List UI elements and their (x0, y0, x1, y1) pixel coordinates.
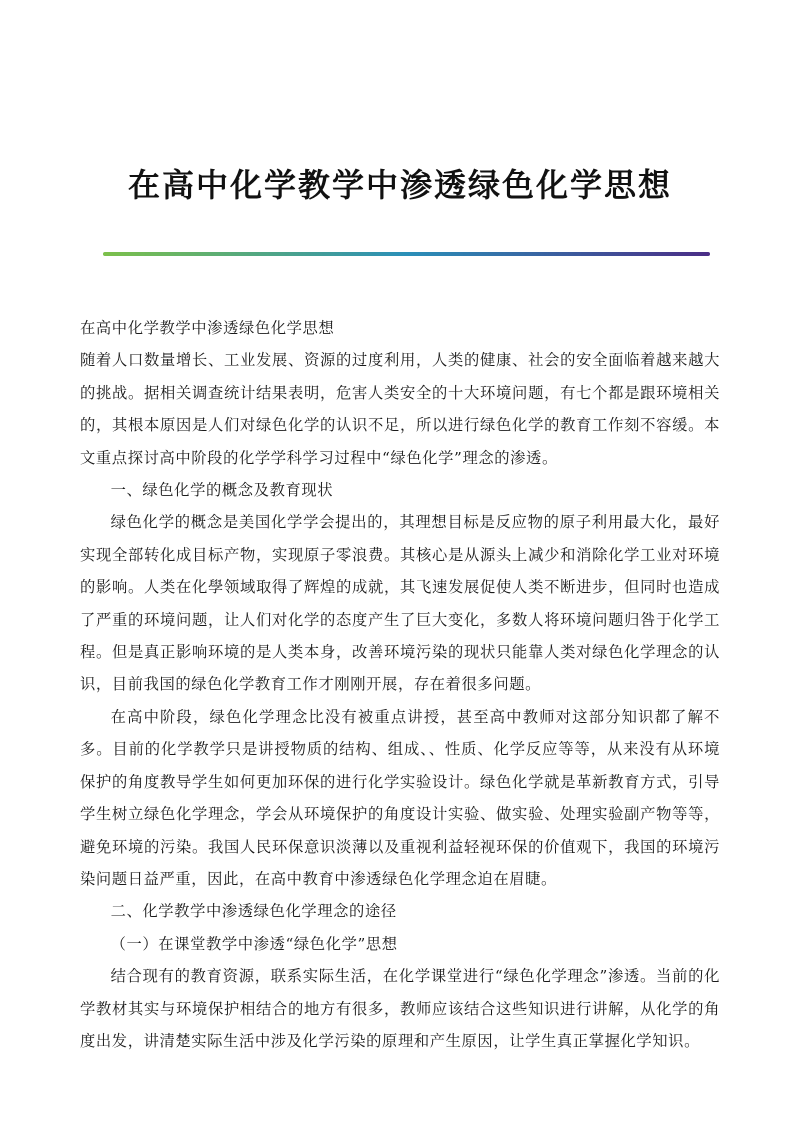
section-2-paragraph-1: 结合现有的教育资源，联系实际生活，在化学课堂进行“绿色化学理念”渗透。当前的化学教材其实与环境保护相结合的地方有很多，教师应该结合这些知识进行讲解，从化学的角度出发，讲清楚实际生活中涉及化学污染的原理和产生原因，让学生真正掌握化学知识。 (80, 967, 720, 1050)
section-1-heading: 一、绿色化学的概念及教育现状 (110, 481, 334, 500)
section-1-paragraph-2: 在高中阶段，绿色化学理念比没有被重点讲授，甚至高中教师对这部分知识都了解不多。目前的化学教学只是讲授物质的结构、组成、、性质、化学反应等等，从来没有从环境保护的角度教导学生如何更加环保的进行化学实验设计。绿色化学就是革新教育方式，引导学生树立绿色化学理念，学会从环境保护的角度设计实验、做实验、处理实验副产物等等，避免环境的污染。我国人民环保意识淡薄以及重视利益轻视环保的价值观下，我国的环境污染问题日益严重，因此，在高中教育中渗透绿色化学理念迫在眉睫。 (80, 707, 720, 888)
document-body (80, 312, 720, 1057)
section-2-heading: 二、化学教学中渗透绿色化学理念的途径 (110, 902, 397, 921)
document-title: 在高中化学教学中渗透绿色化学思想 (127, 166, 672, 204)
document-subtitle: 在高中化学教学中渗透绿色化学思想 (80, 319, 335, 337)
section-2-subheading-1: （一）在课堂教学中渗透“绿色化学”思想 (110, 934, 398, 953)
intro-paragraph: 随着人口数量增长、工业发展、资源的过度利用，人类的健康、社会的安全面临着越来越大的挑战。据相关调查统计结果表明，危害人类安全的十大环境问题，有七个都是跟环境相关的，其根本原因是人们对绿色化学的认识不足，所以进行绿色化学的教育工作刻不容缓。本文重点探讨高中阶段的化学学科学习过程中“绿色化学”理念的渗透。 (80, 351, 720, 467)
section-1-paragraph-1: 绿色化学的概念是美国化学学会提出的，其理想目标是反应物的原子利用最大化，最好实现全部转化成目标产物，实现原子零浪费。其核心是从源头上减少和消除化学工业对环境的影响。人类在化學领域取得了辉煌的成就，其飞速发展促使人类不断进步，但同时也造成了严重的环境问题，让人们对化学的态度产生了巨大变化，多数人将环境问题归咎于化学工程。但是真正影响环境的是人类本身，改善环境污染的现状只能靠人类对绿色化学理念的认识，目前我国的绿色化学教育工作才刚刚开展，存在着很多问题。 (80, 513, 720, 694)
title-underline-gradient-bar (103, 252, 710, 256)
